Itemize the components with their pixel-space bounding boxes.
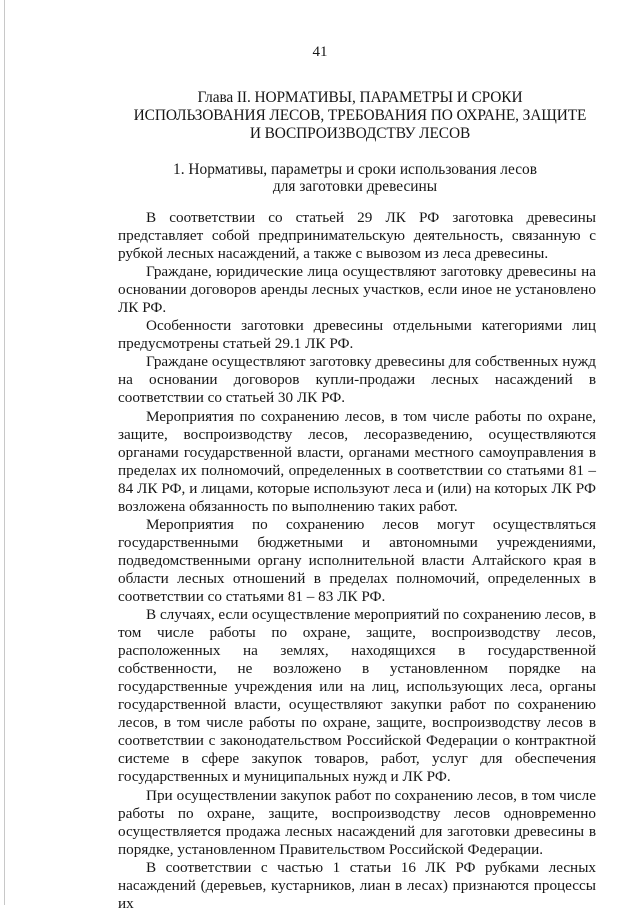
- paragraph: В случаях, если осуществление мероприятий по сохранению лесов, в том числе работы по охране, защите, воспроизводству лесов, расположенных на землях, находящихся в государственной собственности, не возложено в установленном порядке на государственные учреждения или на лиц, использующих леса, органы государственной власти, осуществляют закупки работ по сохранению лесов, в том числе работы по охране, защите, воспроизводству лесов в соответствии с законодательством Российской Федерации о контрактной системе в сфере закупок товаров, работ, услуг для обеспечения государственных и муниципальных нужд и ЛК РФ.: [118, 606, 596, 786]
- chapter-title: Глава II. НОРМАТИВЫ, ПАРАМЕТРЫ И СРОКИ ИСПОЛЬЗОВАНИЯ ЛЕСОВ, ТРЕБОВАНИЯ ПО ОХРАНЕ, ЗАЩИТЕ И ВОСПРОИЗВОДСТВУ ЛЕСОВ: [133, 89, 587, 142]
- body-text: [118, 209, 596, 913]
- paragraph: Граждане осуществляют заготовку древесины для собственных нужд на основании договоров купли-продажи лесных насаждений в соответствии со статьей 30 ЛК РФ.: [118, 353, 596, 407]
- page-number: 41: [312, 44, 328, 60]
- paragraph: Мероприятия по сохранению лесов, в том числе работы по охране, защите, воспроизводству лесов, лесоразведению, осуществляются органами государственной власти, органами местного самоуправления в пределах их полномочий, определенных в соответствии со статьями 81 – 84 ЛК РФ, и лицами, которые используют леса и (или) на которых ЛК РФ возложена обязанность по выполнению таких работ.: [118, 407, 596, 515]
- page-edge-line: [4, 0, 5, 905]
- paragraph: Мероприятия по сохранению лесов могут осуществляться государственными бюджетными и автономными учреждениями, подведомственными органу исполнительной власти Алтайского края в области лесных отношений в пределах полномочий, определенных в соответствии со статьями 81 – 83 ЛК РФ.: [118, 515, 596, 605]
- paragraph: При осуществлении закупок работ по сохранению лесов, в том числе работы по охране, защите, воспроизводству лесов одновременно осуществляется продажа лесных насаждений для заготовки древесины в порядке, установленном Правительством Российской Федерации.: [118, 786, 596, 858]
- paragraph: Граждане, юридические лица осуществляют заготовку древесины на основании договоров аренды лесных участков, если иное не установлено ЛК РФ.: [118, 263, 596, 317]
- paragraph: Особенности заготовки древесины отдельными категориями лиц предусмотрены статьей 29.1 ЛК РФ.: [118, 317, 596, 353]
- paragraph: В соответствии с частью 1 статьи 16 ЛК РФ рубками лесных насаждений (деревьев, кустарников, лиан в лесах) признаются процессы их: [118, 858, 596, 912]
- paragraph: В соответствии со статьей 29 ЛК РФ заготовка древесины представляет собой предпринимательскую деятельность, связанную с рубкой лесных насаждений, а также с вывозом из леса древесины.: [118, 209, 596, 263]
- section-title: 1. Нормативы, параметры и сроки использования лесов для заготовки древесины: [173, 161, 537, 195]
